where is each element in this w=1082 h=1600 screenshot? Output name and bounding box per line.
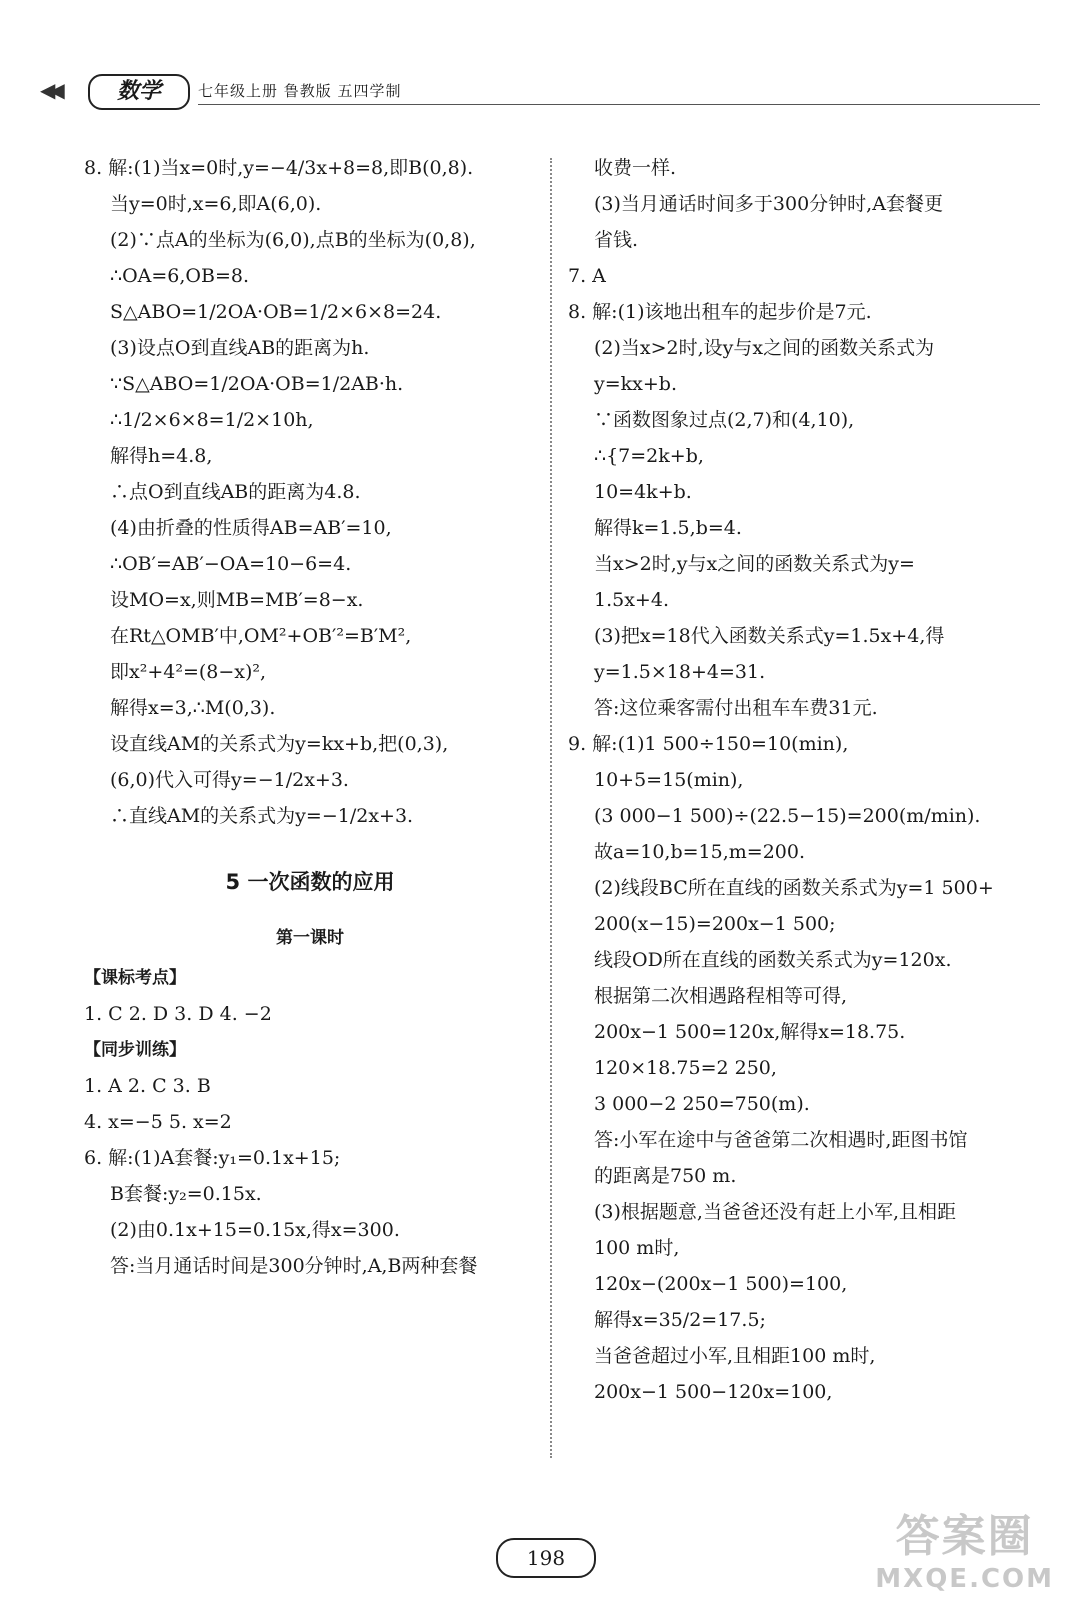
section-title: 5 一次函数的应用 (225, 870, 395, 894)
answer-line: B套餐:y₂=0.15x. (110, 1183, 262, 1205)
left-column (84, 150, 536, 1284)
answer-line: (2)由0.1x+15=0.15x,得x=300. (110, 1219, 400, 1241)
answer-line: 4. x=−5 5. x=2 (84, 1111, 232, 1133)
book-info: 七年级上册 鲁教版 五四学制 (198, 82, 402, 100)
answer-line: ∴1/2×6×8=1/2×10h, (110, 409, 314, 431)
answer-line: 9. 解:(1)1 500÷150=10(min), (568, 733, 849, 755)
answer-line: 即x²+4²=(8−x)², (110, 661, 267, 683)
answer-line: ∴点O到直线AB的距离为4.8. (110, 481, 361, 503)
answer-line: 根据第二次相遇路程相等可得, (594, 985, 848, 1007)
answer-line: 收费一样. (594, 157, 677, 179)
answer-line: 答:当月通话时间是300分钟时,A,B两种套餐 (110, 1255, 478, 1277)
answer-line: (3)设点O到直线AB的距离为h. (110, 337, 370, 359)
answer-line: S△ABO=1/2OA·OB=1/2×6×8=24. (110, 301, 442, 323)
answer-line: 10+5=15(min), (594, 769, 744, 791)
answer-line: 在Rt△OMB′中,OM²+OB′²=B′M², (110, 625, 412, 647)
answer-line: (3)把x=18代入函数关系式y=1.5x+4,得 (594, 625, 945, 647)
tag-sync-training: 【同步训练】 (84, 1040, 186, 1060)
tag-standard-points: 【课标考点】 (84, 968, 186, 988)
answer-line: 10=4k+b. (594, 481, 692, 503)
page-header (40, 74, 1000, 108)
answer-line: (3)根据题意,当爸爸还没有赶上小军,且相距 (594, 1201, 956, 1223)
answer-line: 1.5x+4. (594, 589, 669, 611)
answer-line: (2)线段BC所在直线的函数关系式为y=1 500+ (594, 877, 994, 899)
answer-line: (2)当x>2时,设y与x之间的函数关系式为 (594, 337, 935, 359)
answer-line: 7. A (568, 265, 606, 287)
answer-line: 1. C 2. D 3. D 4. −2 (84, 1003, 272, 1025)
answer-line: 线段OD所在直线的函数关系式为y=120x. (594, 949, 952, 971)
watermark-logo (875, 1500, 1054, 1594)
subsection-title: 第一课时 (276, 928, 344, 948)
answer-line: (4)由折叠的性质得AB=AB′=10, (110, 517, 392, 539)
answer-line: y=1.5×18+4=31. (594, 661, 766, 683)
column-divider (550, 158, 552, 1458)
answer-line: 解得k=1.5,b=4. (594, 517, 742, 539)
answer-line: 当爸爸超过小军,且相距100 m时, (594, 1345, 876, 1367)
answer-line: 解得h=4.8, (110, 445, 213, 467)
answer-line: 1. A 2. C 3. B (84, 1075, 211, 1097)
watermark-url: MXQE.COM (875, 1564, 1054, 1594)
answer-line: 答:小军在途中与爸爸第二次相遇时,距图书馆 (594, 1129, 968, 1151)
watermark-text: 答案圈 (895, 1511, 1034, 1562)
answer-line: 答:这位乘客需付出租车车费31元. (594, 697, 878, 719)
answer-line: ∵函数图象过点(2,7)和(4,10), (594, 409, 855, 431)
answer-line: 120x−(200x−1 500)=100, (594, 1273, 848, 1295)
answer-line: ∴OA=6,OB=8. (110, 265, 250, 287)
header-rule (198, 104, 1040, 105)
answer-line: ∴直线AM的关系式为y=−1/2x+3. (110, 805, 414, 827)
answer-line: 3 000−2 250=750(m). (594, 1093, 810, 1115)
answer-line: 200x−1 500−120x=100, (594, 1381, 833, 1403)
answer-line: 解得x=35/2=17.5; (594, 1309, 766, 1331)
answer-line: y=kx+b. (594, 373, 678, 395)
answer-line: 8. 解:(1)该地出租车的起步价是7元. (568, 301, 872, 323)
answer-line: 当x>2时,y与x之间的函数关系式为y= (594, 553, 915, 575)
answer-line: ∴{7=2k+b, (594, 445, 704, 467)
answer-line: 的距离是750 m. (594, 1165, 737, 1187)
answer-line: 设直线AM的关系式为y=kx+b,把(0,3), (110, 733, 449, 755)
answer-line: ∴OB′=AB′−OA=10−6=4. (110, 553, 352, 575)
subject-logo: 数学 (88, 74, 190, 110)
answer-line: 8. 解:(1)当x=0时,y=−4/3x+8=8,即B(0,8). (84, 157, 474, 179)
answer-line: 故a=10,b=15,m=200. (594, 841, 806, 863)
answer-line: (3)当月通话时间多于300分钟时,A套餐更 (594, 193, 943, 215)
answer-line: 200(x−15)=200x−1 500; (594, 913, 836, 935)
answer-line: 省钱. (594, 229, 639, 251)
answer-line: 设MO=x,则MB=MB′=8−x. (110, 589, 364, 611)
answer-line: ∵S△ABO=1/2OA·OB=1/2AB·h. (110, 373, 404, 395)
answer-line: 120×18.75=2 250, (594, 1057, 777, 1079)
right-column (568, 150, 1028, 1410)
answer-line: 当y=0时,x=6,即A(6,0). (110, 193, 322, 215)
answer-line: 100 m时, (594, 1237, 680, 1259)
answer-line: (6,0)代入可得y=−1/2x+3. (110, 769, 349, 791)
page-number: 198 (496, 1538, 596, 1578)
answer-line: 解得x=3,∴M(0,3). (110, 697, 276, 719)
answer-line: (2)∵点A的坐标为(6,0),点B的坐标为(0,8), (110, 229, 476, 251)
answer-line: (3 000−1 500)÷(22.5−15)=200(m/min). (594, 805, 981, 827)
double-arrow-icon: ◀◀ (40, 78, 59, 102)
answer-line: 200x−1 500=120x,解得x=18.75. (594, 1021, 906, 1043)
answer-line: 6. 解:(1)A套餐:y₁=0.1x+15; (84, 1147, 341, 1169)
